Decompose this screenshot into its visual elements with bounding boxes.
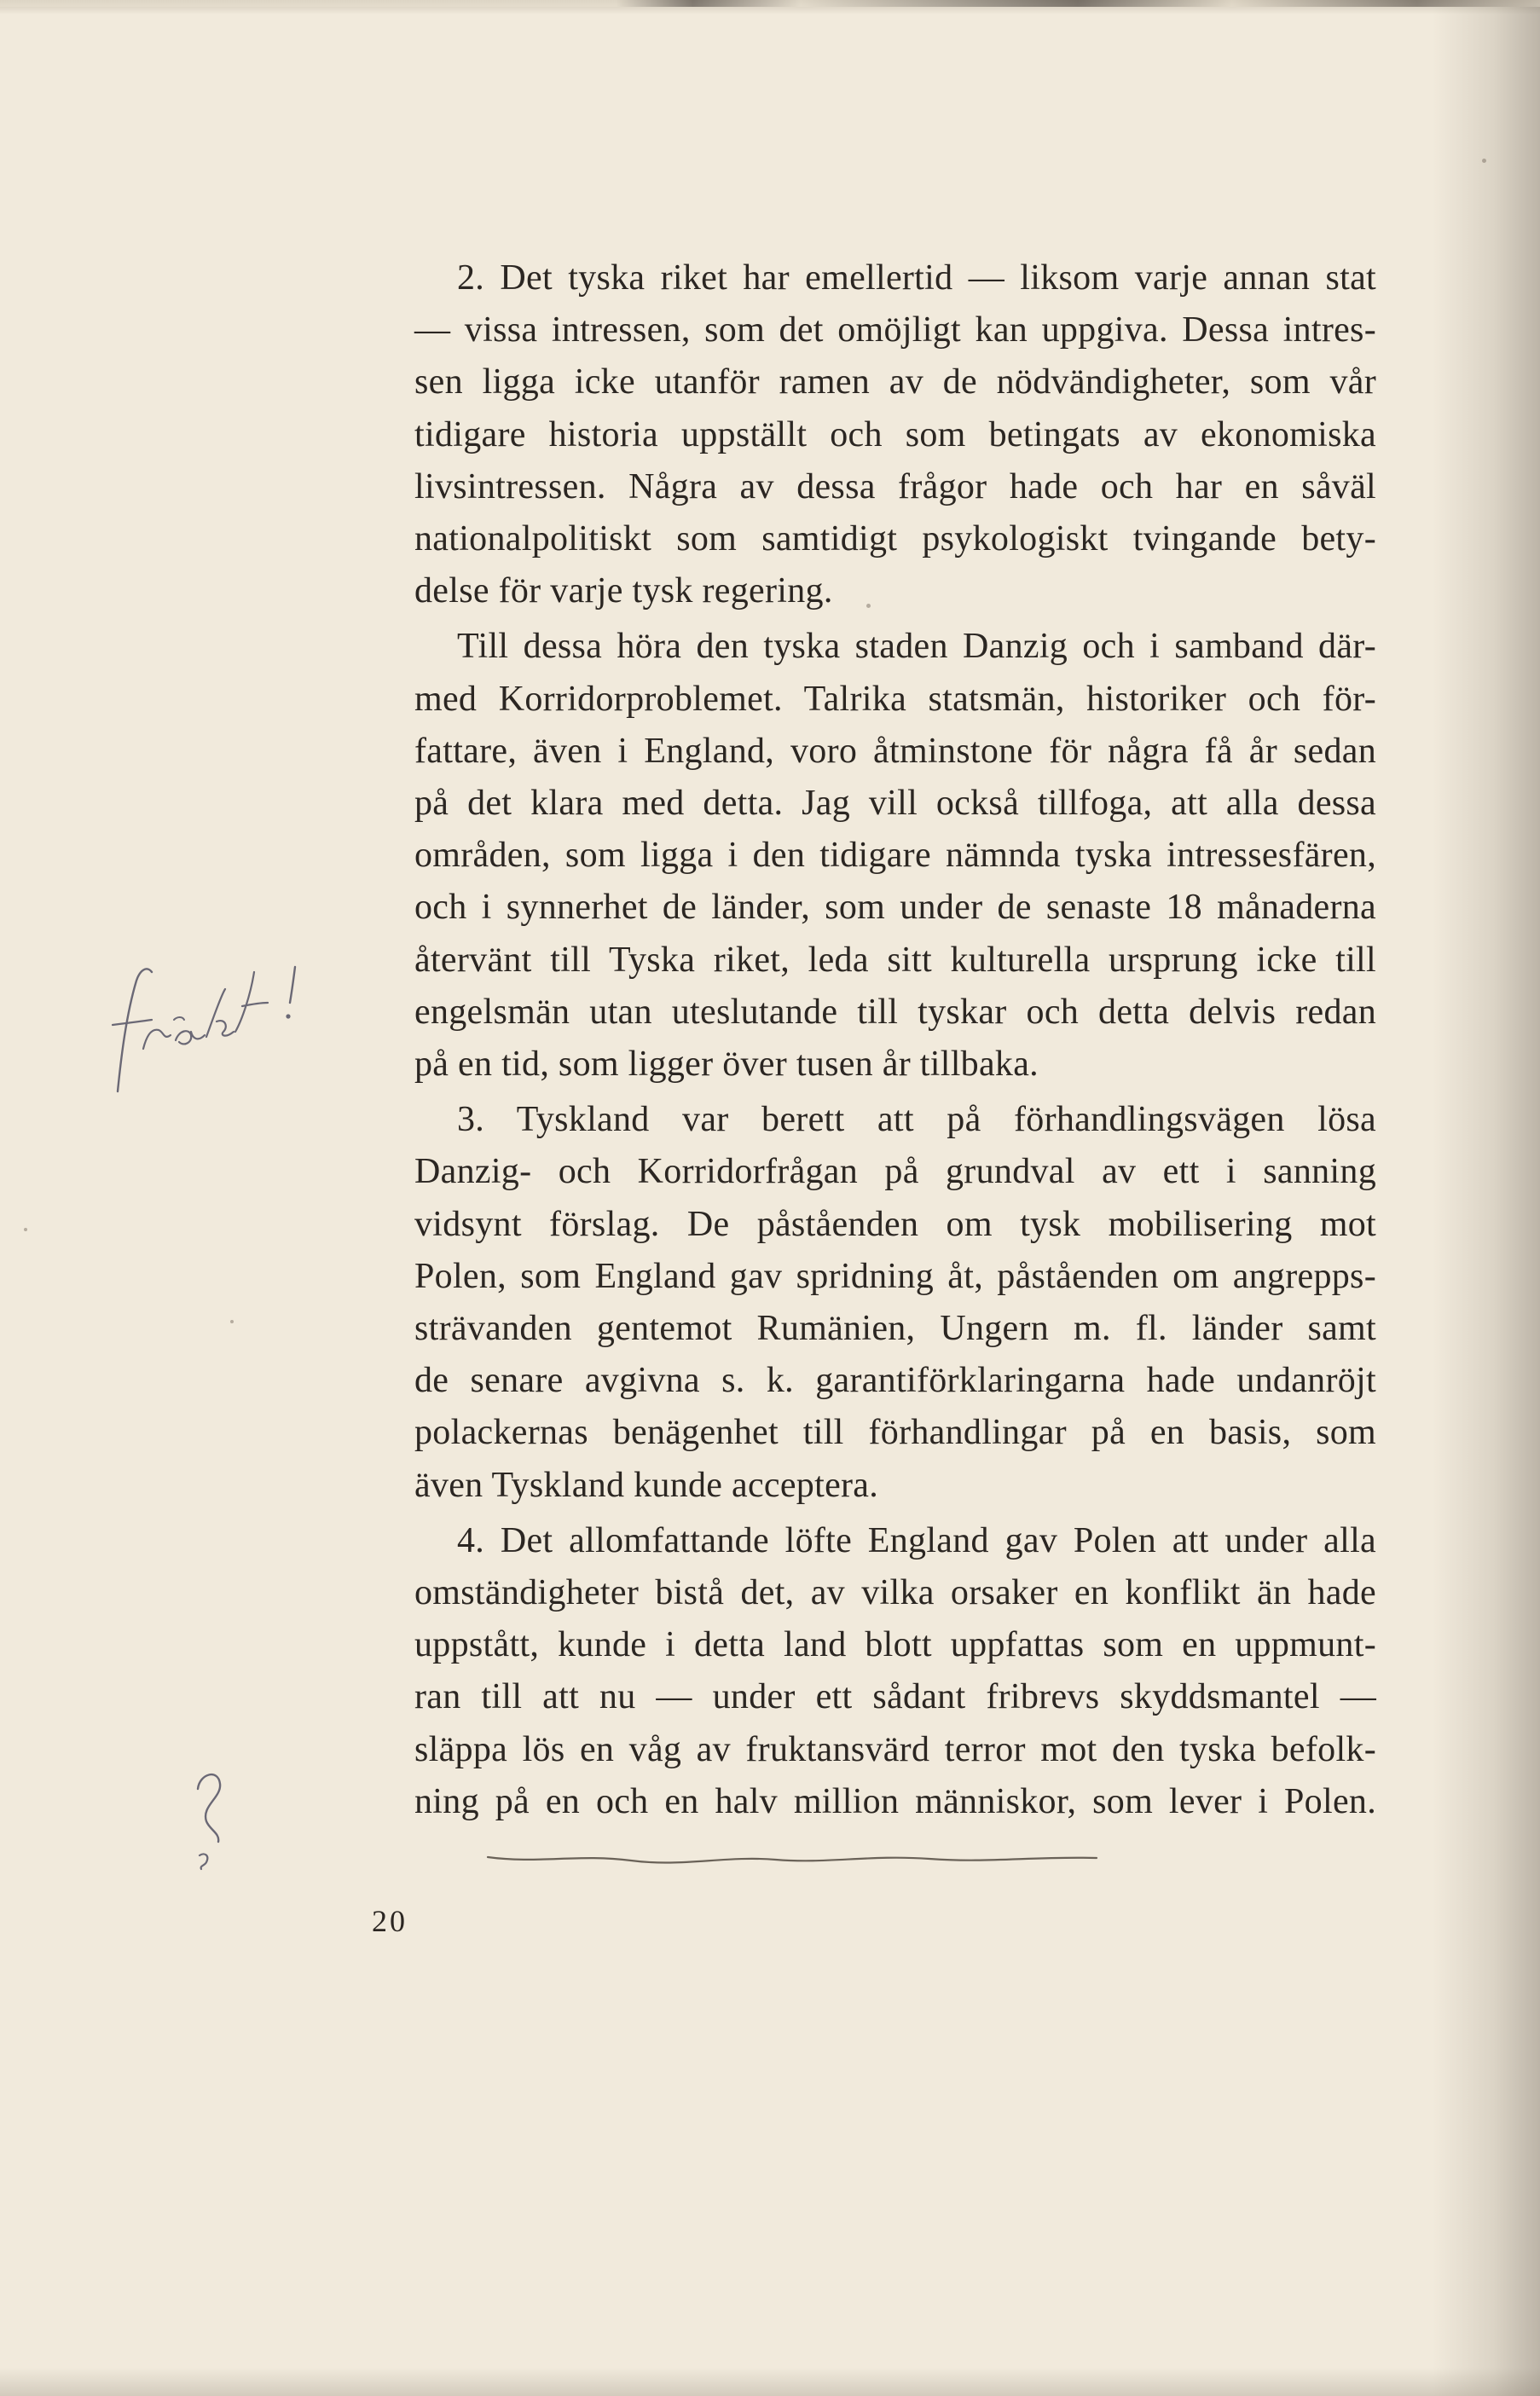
text-line: delse för varje tysk regering. [414,571,833,611]
text-line: engelsmän utan uteslutande till tyskar och detta delvis redan [414,992,1376,1032]
handwritten-margin-note [92,946,348,1117]
handwritten-underline [486,1845,1100,1871]
text-line: Polen, som England gav spridning åt, påståenden om angrepps- [414,1256,1376,1296]
paper-speck [230,1320,234,1323]
text-line: 3. Tyskland var berett att på förhandlingsvägen lösa [457,1100,1376,1140]
text-line: släppa lös en våg av fruktansvärd terror mot den tyska befolk- [414,1729,1376,1769]
text-line: områden, som ligga i den tidigare nämnda tyska intressesfären, [414,836,1376,876]
text-line: även Tyskland kunde acceptera. [414,1465,879,1505]
paper-speck [866,604,871,608]
text-line: — vissa intressen, som det omöjligt kan uppgiva. Dessa intres- [414,310,1376,350]
text-line: omständigheter bistå det, av vilka orsaker en konflikt än hade [414,1573,1376,1613]
text-line: återvänt till Tyska riket, leda sitt kulturella ursprung icke till [414,940,1376,980]
text-line: Till dessa höra den tyska staden Danzig och i samband där- [457,627,1376,667]
text-line: uppstått, kunde i detta land blott uppfattas som en uppmunt- [414,1625,1376,1665]
text-line: nationalpolitiskt som samtidigt psykologiskt tvingande bety- [414,519,1376,559]
text-line: polackernas benägenhet till förhandlingar på en basis, som [414,1413,1376,1453]
paragraph-4 [372,1515,1376,1828]
text-line: och i synnerhet de länder, som under de senaste 18 månaderna [414,888,1376,928]
paragraph-3 [372,1094,1376,1512]
text-line: 4. Det allomfattande löfte England gav Polen att under alla [457,1520,1376,1560]
text-line: tidigare historia uppställt och som betingats av ekonomiska [414,414,1376,454]
handwritten-question-mark [181,1763,249,1883]
text-line: 2. Det tyska riket har emellertid — liksom varje annan stat [457,258,1376,298]
page-number: 20 [372,1904,408,1938]
paragraph-danzig [372,621,1376,1091]
text-line: livsintressen. Några av dessa frågor hade och har en såväl [414,466,1376,506]
text-line: ning på en och en halv million människor, som lever i Polen. [414,1781,1376,1821]
paragraph-2 [372,252,1376,617]
text-line: ran till att nu — under ett sådant fribrevs skyddsmantel — [414,1677,1376,1717]
paper-speck [24,1228,27,1231]
page-top-edge [0,0,1540,7]
body-text [372,252,1376,1828]
text-line: med Korridorproblemet. Talrika statsmän, historiker och för- [414,679,1376,719]
text-line: de senare avgivna s. k. garantiförklaringarna hade undanröjt [414,1361,1376,1401]
text-line: på en tid, som ligger över tusen år tillbaka. [414,1045,1039,1085]
text-line: sen ligga icke utanför ramen av de nödvändigheter, som vår [414,362,1376,402]
text-line: strävanden gentemot Rumänien, Ungern m. fl. länder samt [414,1309,1376,1349]
text-line: vidsynt förslag. De påståenden om tysk mobilisering mot [414,1204,1376,1244]
text-line: på det klara med detta. Jag vill också tillfoga, att alla dessa [414,784,1376,824]
text-line: Danzig- och Korridorfrågan på grundval av ett i sanning [414,1152,1376,1192]
paper-speck [1482,159,1486,163]
text-line: fattare, även i England, voro åtminstone för några få år sedan [414,731,1376,771]
